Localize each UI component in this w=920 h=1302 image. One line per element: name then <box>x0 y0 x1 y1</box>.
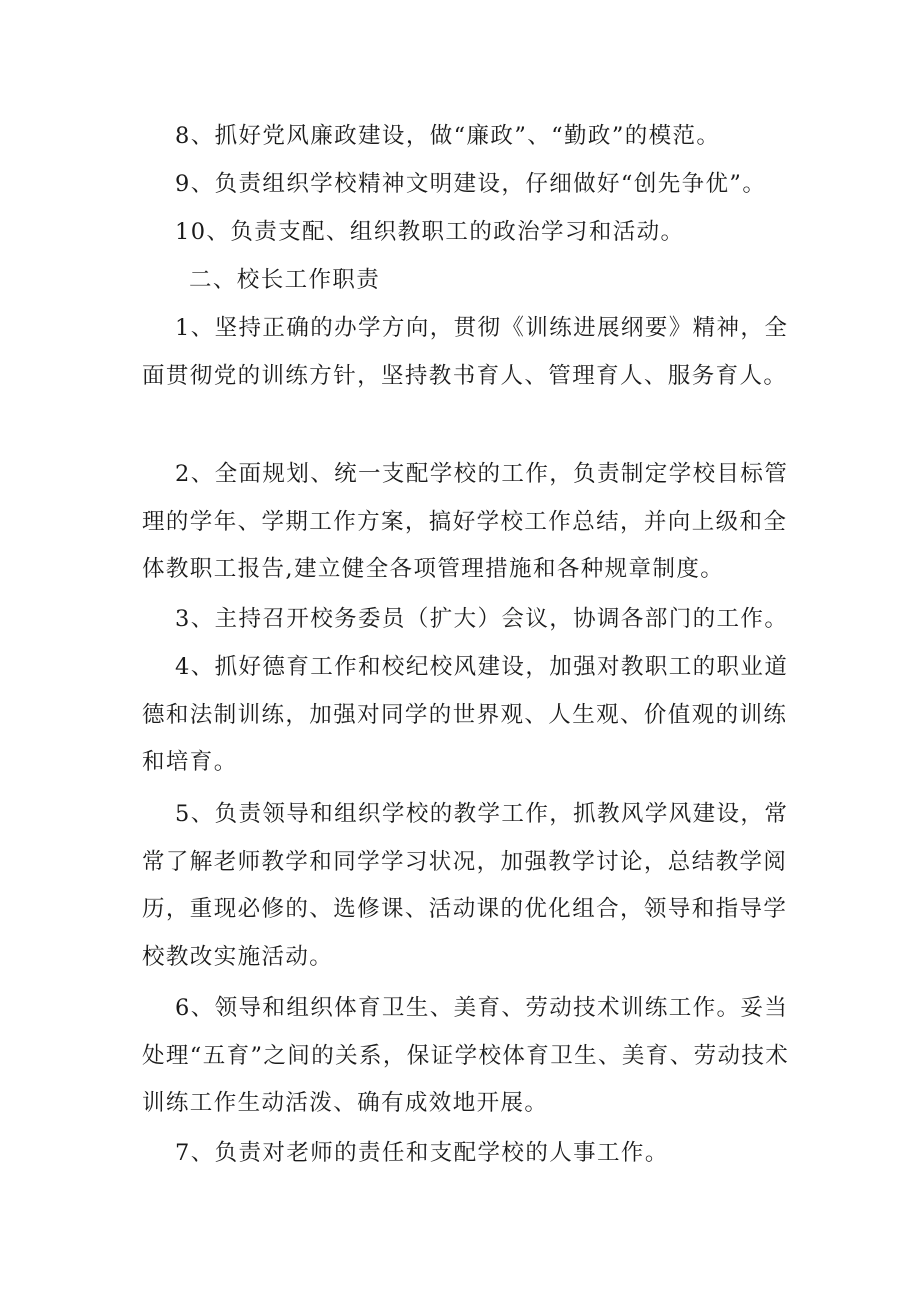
section-heading-principal-duties: 二、校长工作职责 <box>189 267 381 293</box>
paragraph-principal-1: 1、坚持正确的办学方向，贯彻《训练进展纲要》精神，全面贯彻党的训练方针，坚持教书育人、管理育人、服务育人。 <box>142 315 789 389</box>
paragraph-principal-3: 3、主持召开校务委员（扩大）会议，协调各部门的工作。 <box>175 606 789 632</box>
paragraph-item-9: 9、负责组织学校精神文明建设，仔细做好“创先争优”。 <box>175 171 767 197</box>
paragraph-principal-6: 6、领导和组织体育卫生、美育、劳动技术训练工作。妥当处理“五育”之间的关系，保证学校体育卫生、美育、劳动技术训练工作生动活泼、确有成效地开展。 <box>142 995 790 1116</box>
paragraph-item-10: 10、负责支配、组织教职工的政治学习和活动。 <box>175 219 685 245</box>
paragraph-principal-2: 2、全面规划、统一支配学校的工作，负责制定学校目标管理的学年、学期工作方案，搞好学校工作总结，并向上级和全体教职工报告,建立健全各项管理措施和各种规章制度。 <box>142 461 789 582</box>
paragraph-principal-5: 5、负责领导和组织学校的教学工作，抓教风学风建设，常常了解老师教学和同学学习状况，加强教学讨论，总结教学阅历，重现必修的、选修课、活动课的优化组合，领导和指导学校教改实施活动。 <box>142 801 789 970</box>
paragraph-item-8: 8、抓好党风廉政建设，做“廉政”、“勤政”的模范。 <box>175 123 721 149</box>
paragraph-principal-4: 4、抓好德育工作和校纪校风建设，加强对教职工的职业道德和法制训练，加强对同学的世界观、人生观、价值观的训练和培育。 <box>142 654 789 775</box>
paragraph-principal-7: 7、负责对老师的责任和支配学校的人事工作。 <box>175 1140 669 1166</box>
